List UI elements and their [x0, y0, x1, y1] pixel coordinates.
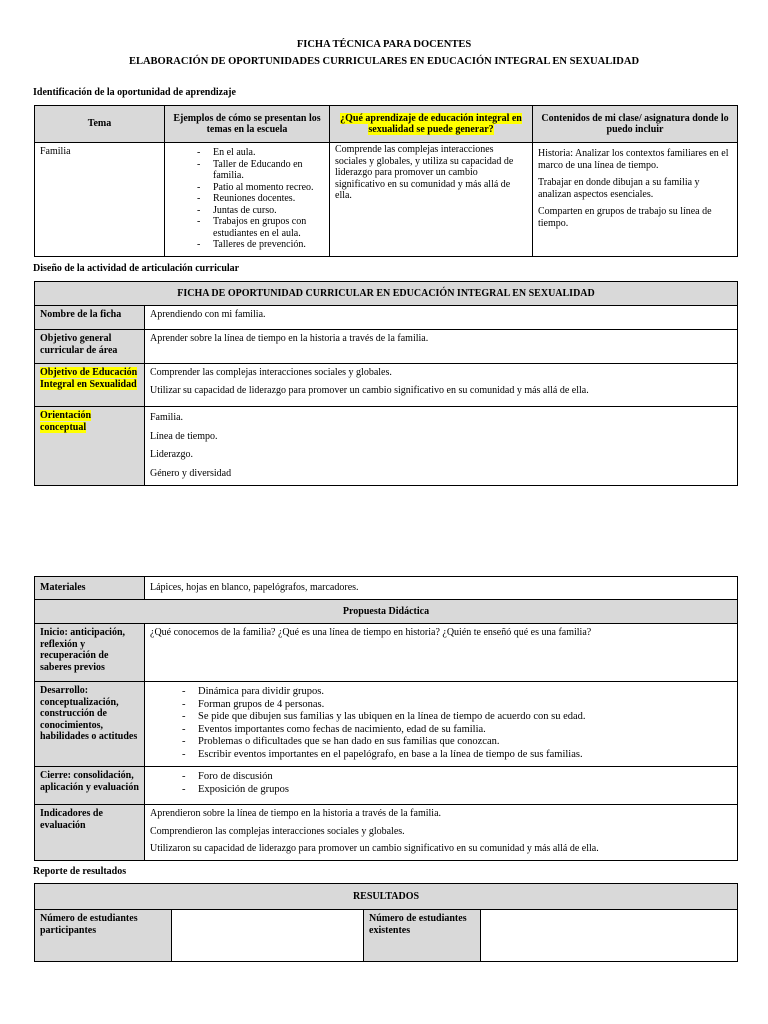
list-item: - Foro de discusión: [180, 771, 732, 784]
header-ejemplos: Ejemplos de cómo se presentan los temas en la escuela: [165, 106, 330, 143]
existentes-label: Número de estudiantes existentes: [364, 910, 481, 962]
indicadores-value: [145, 805, 738, 861]
participantes-value[interactable]: [172, 910, 364, 962]
header-aprendizaje-text: ¿Qué aprendizaje de educación integral en sexualidad se puede generar?: [340, 112, 522, 135]
list-item: - Eventos importantes como fechas de nacimiento, edad de su familia.: [180, 724, 732, 737]
resultados-table: [34, 883, 738, 962]
objetivo-eis-label-text: Objetivo de Educación Integral en Sexualidad: [40, 367, 138, 390]
tema-cell: Familia: [35, 143, 165, 257]
ejemplos-cell: [165, 143, 330, 257]
orientacion-line: Línea de tiempo.: [150, 430, 218, 442]
list-item: - Patio al momento recreo.: [195, 182, 324, 194]
objetivo-eis-line: Utilizar su capacidad de liderazgo para promover un cambio significativo en su comunidad y más allá de ella.: [150, 384, 589, 396]
aprendizaje-cell: Comprende las complejas interacciones sociales y globales, y utiliza su capacidad de liderazgo para promover un cambio significativo en su comunidad y más allá de ella.: [330, 143, 533, 257]
list-item: - En el aula.: [195, 147, 324, 159]
list-item: - Problemas o dificultades que se han dado en sus familias que conozcan.: [180, 736, 732, 749]
inicio-label: Inicio: anticipación, reflexión y recuperación de saberes previos: [35, 624, 145, 682]
orientacion-value: [145, 407, 738, 486]
orientacion-label: [35, 407, 145, 486]
list-item: - Trabajos en grupos con estudiantes en el aula.: [195, 216, 324, 239]
objetivo-label: Objetivo general curricular de área: [35, 330, 145, 364]
ficha-title: FICHA DE OPORTUNIDAD CURRICULAR EN EDUCACIÓN INTEGRAL EN SEXUALIDAD: [35, 282, 738, 306]
list-item: - Forman grupos de 4 personas.: [180, 699, 732, 712]
resultados-title: RESULTADOS: [35, 884, 738, 910]
materiales-label: Materiales: [35, 577, 145, 600]
list-item: - Escribir eventos importantes en el papelógrafo, en base a la línea de tiempo de sus familias.: [180, 749, 732, 762]
section-label-reporte: Reporte de resultados: [33, 866, 127, 877]
propuesta-table: [34, 576, 738, 861]
list-item: - Dinámica para dividir grupos.: [180, 686, 732, 699]
ficha-table: [34, 281, 738, 486]
objetivo-eis-value: [145, 364, 738, 407]
desarrollo-label: Desarrollo: conceptualización, construcción de conocimientos, habilidades o actitudes: [35, 682, 145, 767]
indicador-line: Utilizaron su capacidad de liderazgo para promover un cambio significativo en su comunidad y más allá de ella.: [150, 843, 599, 854]
nombre-value: Aprendiendo con mi familia.: [145, 306, 738, 330]
propuesta-title: Propuesta Didáctica: [35, 600, 738, 624]
header-contenidos: Contenidos de mi clase/ asignatura donde lo puedo incluir: [533, 106, 738, 143]
orientacion-line: Liderazgo.: [150, 449, 194, 460]
identificacion-table: [34, 105, 738, 257]
list-item: - Se pide que dibujen sus familias y las ubiquen en la línea de tiempo de acuerdo con su edad.: [180, 711, 732, 724]
cierre-label: Cierre: consolidación, aplicación y evaluación: [35, 767, 145, 805]
section-label-diseno: Diseño de la actividad de articulación curricular: [33, 263, 240, 274]
list-item: - Exposición de grupos: [180, 784, 732, 797]
page-subtitle: ELABORACIÓN DE OPORTUNIDADES CURRICULARES EN EDUCACIÓN INTEGRAL EN SEXUALIDAD: [128, 56, 640, 67]
contenido-paragraph: Trabajar en donde dibujan a su familia y analizan aspectos esenciales.: [538, 177, 700, 200]
indicador-line: Aprendieron sobre la línea de tiempo en la historia a través de la familia.: [150, 808, 442, 819]
cierre-value: [145, 767, 738, 805]
orientacion-line: Género y diversidad: [150, 467, 232, 479]
inicio-value: ¿Qué conocemos de la familia? ¿Qué es una línea de tiempo en historia? ¿Quién te enseñó qué es una familia?: [145, 624, 738, 682]
list-item: - Taller de Educando en familia.: [195, 159, 324, 182]
indicador-line: Comprendieron las complejas interacciones sociales y globales.: [150, 825, 405, 837]
section-label-identificacion: Identificación de la oportunidad de aprendizaje: [33, 87, 236, 98]
list-item: - Reuniones docentes.: [195, 193, 324, 205]
objetivo-eis-line: Comprender las complejas interacciones sociales y globales.: [150, 367, 392, 378]
orientacion-line: Familia.: [150, 412, 184, 423]
list-item: - Talleres de prevención.: [195, 239, 324, 251]
nombre-label: Nombre de la ficha: [35, 306, 145, 330]
page-title: FICHA TÉCNICA PARA DOCENTES: [296, 39, 472, 50]
list-item: - Juntas de curso.: [195, 205, 324, 217]
orientacion-label-text: Orientación conceptual: [40, 410, 92, 433]
contenidos-cell: [533, 143, 738, 257]
objetivo-eis-label: [35, 364, 145, 407]
desarrollo-value: [145, 682, 738, 767]
participantes-label: Número de estudiantes participantes: [35, 910, 172, 962]
objetivo-value: Aprender sobre la línea de tiempo en la historia a través de la familia.: [145, 330, 738, 364]
contenido-paragraph: Comparten en grupos de trabajo su línea de tiempo.: [538, 206, 712, 229]
existentes-value[interactable]: [481, 910, 738, 962]
indicadores-label: Indicadores de evaluación: [35, 805, 145, 861]
materiales-value: Lápices, hojas en blanco, papelógrafos, marcadores.: [145, 577, 738, 600]
header-tema: Tema: [35, 106, 165, 143]
header-aprendizaje: [330, 106, 533, 143]
contenido-paragraph: Historia: Analizar los contextos familiares en el marco de una línea de tiempo.: [538, 148, 729, 171]
